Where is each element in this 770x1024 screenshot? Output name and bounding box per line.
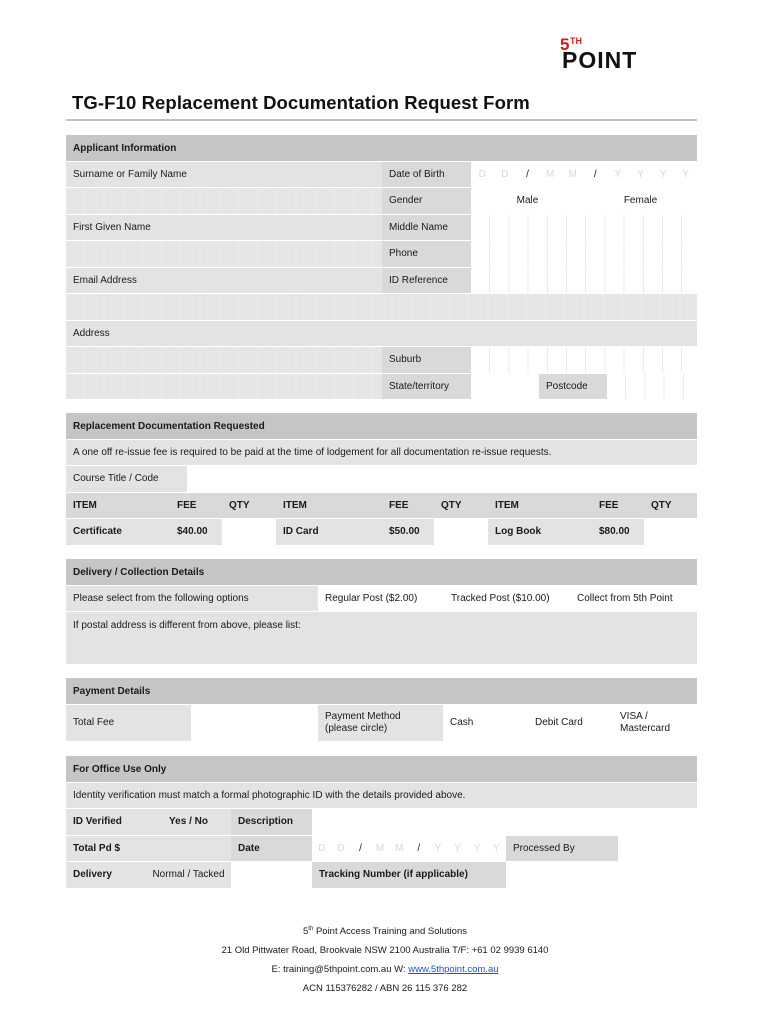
first-name-label: First Given Name xyxy=(66,215,382,241)
col-item-3: ITEM xyxy=(488,493,592,519)
svg-text:5: 5 xyxy=(560,35,570,54)
address-label: Address xyxy=(66,321,697,347)
id-reference-label: ID Reference xyxy=(382,268,471,294)
normal-tacked-option[interactable]: Normal / Tacked xyxy=(146,862,231,888)
title-divider xyxy=(66,119,697,121)
middle-name-input[interactable] xyxy=(471,215,697,241)
applicant-header: Applicant Information xyxy=(66,135,697,161)
id-reference-input[interactable] xyxy=(471,268,697,294)
postcode-label: Postcode xyxy=(539,374,607,400)
middle-name-label: Middle Name xyxy=(382,215,471,241)
first-name-input[interactable] xyxy=(66,241,382,267)
tracking-number-input[interactable] xyxy=(506,862,697,888)
address-input-line-2[interactable] xyxy=(66,374,382,400)
reissue-fee-note: A one off re-issue fee is required to be paid at the time of lodgement for all documentation re-issue requests. xyxy=(66,440,697,466)
postcode-input[interactable] xyxy=(607,374,697,400)
delivery-header: Delivery / Collection Details xyxy=(66,559,697,585)
delivery-options-label: Please select from the following options xyxy=(66,586,318,612)
address-input[interactable] xyxy=(66,347,382,373)
gender-female-option[interactable]: Female xyxy=(584,188,697,214)
debit-card-option[interactable]: Debit Card xyxy=(528,705,613,741)
office-section xyxy=(66,756,697,889)
applicant-section xyxy=(66,135,697,400)
form-title: TG-F10 Replacement Documentation Request Form xyxy=(72,92,530,113)
col-item-2: ITEM xyxy=(276,493,382,519)
dob-field[interactable]: D D / M M / Y Y Y Y xyxy=(471,162,697,188)
visa-mastercard-option[interactable]: VISA / Mastercard xyxy=(613,705,697,741)
dob-label: Date of Birth xyxy=(382,162,471,188)
tracking-number-label: Tracking Number (if applicable) xyxy=(312,862,506,888)
office-date-label: Date xyxy=(231,836,312,862)
email-input[interactable] xyxy=(66,294,697,320)
description-label: Description xyxy=(231,809,312,835)
identity-note: Identity verification must match a formal photographic ID with the details provided above. xyxy=(66,783,697,809)
state-label: State/territory xyxy=(382,374,471,400)
item-certificate: Certificate xyxy=(66,519,170,545)
description-input[interactable] xyxy=(312,809,697,835)
phone-input[interactable] xyxy=(471,241,697,267)
id-verified-label: ID Verified xyxy=(66,809,146,835)
website-link[interactable]: www.5thpoint.com.au xyxy=(408,964,499,975)
total-fee-label: Total Fee xyxy=(66,705,191,741)
item-id-card: ID Card xyxy=(276,519,382,545)
footer-contact: E: training@5thpoint.com.au W: www.5thpoint.com.au xyxy=(271,964,499,975)
office-header: For Office Use Only xyxy=(66,756,697,782)
delivery-input[interactable] xyxy=(231,862,312,888)
course-input[interactable] xyxy=(187,466,697,492)
email-label: Email Address xyxy=(66,268,382,294)
suburb-input[interactable] xyxy=(471,347,697,373)
footer-address: 21 Old Pittwater Road, Brookvale NSW 2100 Australia T/F: +61 02 9939 6140 xyxy=(221,945,549,956)
regular-post-option[interactable]: Regular Post ($2.00) xyxy=(318,586,444,612)
phone-label: Phone xyxy=(382,241,471,267)
col-fee-3: FEE xyxy=(592,493,644,519)
payment-header: Payment Details xyxy=(66,678,697,704)
payment-section xyxy=(66,678,697,742)
fee-certificate: $40.00 xyxy=(170,519,222,545)
col-fee-1: FEE xyxy=(170,493,222,519)
suburb-label: Suburb xyxy=(382,347,471,373)
delivery-section xyxy=(66,559,697,664)
total-fee-input[interactable] xyxy=(191,705,318,741)
fee-log-book: $80.00 xyxy=(592,519,644,545)
collect-option[interactable]: Collect from 5th Point xyxy=(570,586,697,612)
course-label: Course Title / Code xyxy=(66,466,187,492)
qty-log-book-input[interactable] xyxy=(644,519,697,545)
footer-acn: ACN 115376282 / ABN 26 115 376 282 xyxy=(302,983,468,994)
col-qty-1: QTY xyxy=(222,493,276,519)
processed-by-label: Processed By xyxy=(506,836,618,862)
replacement-section xyxy=(66,413,697,546)
office-date-field[interactable]: D D / M M / Y Y Y Y xyxy=(312,836,506,862)
gender-male-option[interactable]: Male xyxy=(471,188,584,214)
processed-by-input[interactable] xyxy=(618,836,697,862)
alt-address-input[interactable]: If postal address is different from above, please list: xyxy=(66,612,697,664)
gender-label: Gender xyxy=(382,188,471,214)
qty-certificate-input[interactable] xyxy=(222,519,276,545)
fee-id-card: $50.00 xyxy=(382,519,434,545)
total-paid-label: Total Pd $ xyxy=(66,836,231,862)
col-fee-2: FEE xyxy=(382,493,434,519)
yes-no-option[interactable]: Yes / No xyxy=(146,809,231,835)
delivery-label: Delivery xyxy=(66,862,146,888)
tracked-post-option[interactable]: Tracked Post ($10.00) xyxy=(444,586,570,612)
replacement-header: Replacement Documentation Requested xyxy=(66,413,697,439)
cash-option[interactable]: Cash xyxy=(443,705,528,741)
item-log-book: Log Book xyxy=(488,519,592,545)
col-qty-3: QTY xyxy=(644,493,697,519)
col-qty-2: QTY xyxy=(434,493,488,519)
col-item-1: ITEM xyxy=(66,493,170,519)
svg-text:TH: TH xyxy=(570,36,582,46)
surname-input[interactable] xyxy=(66,188,382,214)
company-logo xyxy=(558,34,698,70)
qty-id-card-input[interactable] xyxy=(434,519,488,545)
surname-label: Surname or Family Name xyxy=(66,162,382,188)
payment-method-label: Payment Method (please circle) xyxy=(318,705,443,741)
footer-company: 5th Point Access Training and Solutions xyxy=(303,926,467,938)
svg-text:POINT: POINT xyxy=(562,47,638,70)
state-input[interactable] xyxy=(471,374,539,400)
